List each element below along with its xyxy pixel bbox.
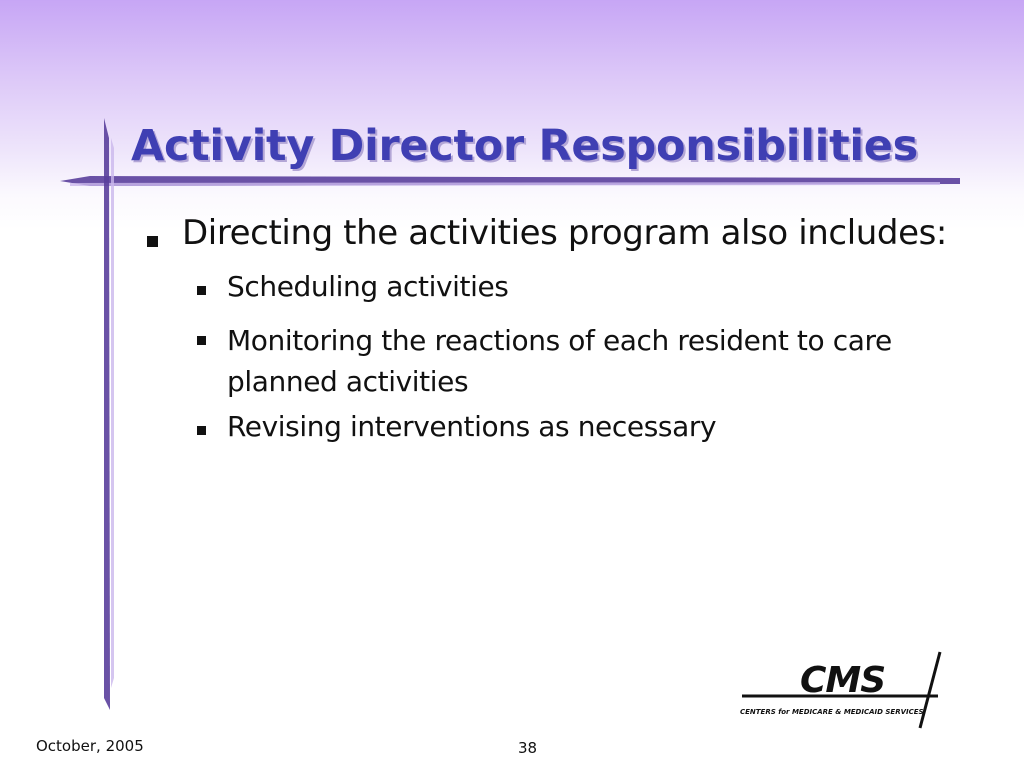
- svg-text:CENTERS for MEDICARE & MEDICAI: CENTERS for MEDICARE & MEDICAID SERVICES: [740, 708, 924, 716]
- square-bullet-icon: [197, 426, 206, 435]
- page-number: 38: [518, 739, 538, 757]
- square-bullet-icon: [147, 236, 158, 247]
- footer-date: October, 2005: [36, 737, 144, 755]
- vertical-rule: [100, 118, 116, 710]
- square-bullet-icon: [197, 336, 206, 345]
- horizontal-rule: [60, 172, 960, 190]
- bullet-sub-3: Revising interventions as necessary: [227, 410, 717, 443]
- bullet-main: Directing the activities program also includes:: [182, 213, 947, 253]
- cms-logo: [730, 650, 960, 730]
- square-bullet-icon: [197, 286, 206, 295]
- slide-title: Activity Director Responsibilities: [131, 121, 918, 171]
- svg-text:CMS: CMS: [800, 660, 886, 701]
- bullet-sub-1: Scheduling activities: [227, 270, 509, 303]
- bullet-sub-2: Monitoring the reactions of each resident to care planned activities: [227, 324, 892, 398]
